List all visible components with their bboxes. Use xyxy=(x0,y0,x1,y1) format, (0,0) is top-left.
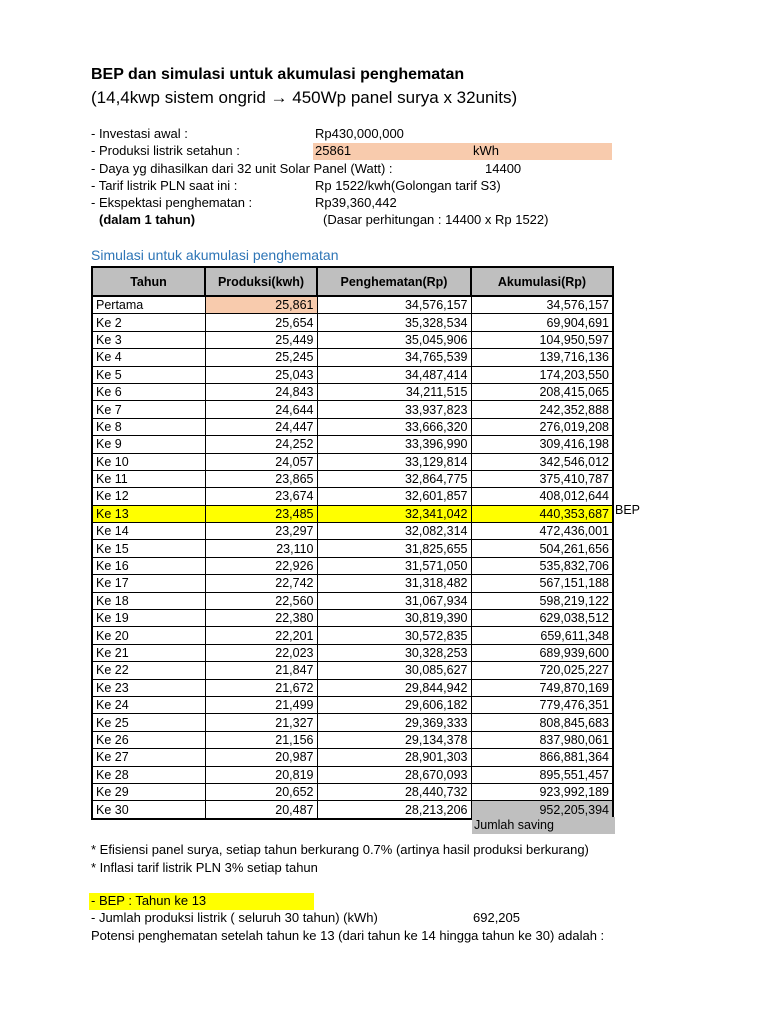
cell-penghematan: 31,571,050 xyxy=(317,557,471,574)
cell-produksi: 23,485 xyxy=(205,505,317,522)
cell-akumulasi: 69,904,691 xyxy=(471,314,613,331)
cell-produksi: 23,110 xyxy=(205,540,317,557)
cell-tahun: Ke 14 xyxy=(92,523,205,540)
cell-produksi: 22,560 xyxy=(205,592,317,609)
cell-tahun: Ke 25 xyxy=(92,714,205,731)
cell-tahun: Ke 24 xyxy=(92,696,205,713)
cell-produksi: 23,865 xyxy=(205,470,317,487)
cell-akumulasi: 208,415,065 xyxy=(471,383,613,400)
cell-produksi: 21,499 xyxy=(205,696,317,713)
cell-tahun: Ke 27 xyxy=(92,749,205,766)
potensi-text: Potensi penghematan setelah tahun ke 13 (dari tahun ke 14 hingga tahun ke 30) adalah : xyxy=(91,928,605,943)
cell-penghematan: 28,213,206 xyxy=(317,801,471,819)
cell-penghematan: 28,440,732 xyxy=(317,783,471,800)
cell-produksi: 25,043 xyxy=(205,366,317,383)
cell-tahun: Ke 19 xyxy=(92,610,205,627)
cell-produksi: 25,861 xyxy=(205,296,317,314)
cell-tahun: Ke 11 xyxy=(92,470,205,487)
table-row xyxy=(92,383,613,400)
cell-akumulasi: 139,716,136 xyxy=(471,349,613,366)
cell-produksi: 22,742 xyxy=(205,575,317,592)
cell-penghematan: 31,825,655 xyxy=(317,540,471,557)
cell-tahun: Ke 13 xyxy=(92,505,205,522)
cell-produksi: 21,847 xyxy=(205,662,317,679)
produksi-label: - Produksi listrik setahun : xyxy=(91,143,240,158)
table-row xyxy=(92,627,613,644)
table-row xyxy=(92,644,613,661)
cell-akumulasi: 659,611,348 xyxy=(471,627,613,644)
cell-tahun: Ke 29 xyxy=(92,783,205,800)
cell-produksi: 21,327 xyxy=(205,714,317,731)
cell-tahun: Ke 10 xyxy=(92,453,205,470)
table-row xyxy=(92,662,613,679)
table-row xyxy=(92,401,613,418)
cell-penghematan: 34,487,414 xyxy=(317,366,471,383)
cell-akumulasi: 779,476,351 xyxy=(471,696,613,713)
tarif-value: Rp 1522/kwh(Golongan tarif S3) xyxy=(315,178,501,193)
note-inflasi: * Inflasi tarif listrik PLN 3% setiap tahun xyxy=(91,860,318,875)
cell-tahun: Pertama xyxy=(92,296,205,314)
cell-produksi: 24,057 xyxy=(205,453,317,470)
table-row xyxy=(92,696,613,713)
bep-summary: - BEP : Tahun ke 13 xyxy=(91,893,207,908)
table-row xyxy=(92,610,613,627)
cell-tahun: Ke 12 xyxy=(92,488,205,505)
cell-penghematan: 28,901,303 xyxy=(317,749,471,766)
bep-marker: BEP xyxy=(615,503,641,517)
cell-tahun: Ke 7 xyxy=(92,401,205,418)
daya-value: 14400 xyxy=(485,161,522,176)
cell-akumulasi: 276,019,208 xyxy=(471,418,613,435)
cell-akumulasi: 629,038,512 xyxy=(471,610,613,627)
note-efisiensi: * Efisiensi panel surya, setiap tahun berkurang 0.7% (artinya hasil produksi berkurang) xyxy=(91,842,589,857)
table-header-row xyxy=(92,267,613,296)
cell-akumulasi: 472,436,001 xyxy=(471,523,613,540)
cell-akumulasi: 309,416,198 xyxy=(471,436,613,453)
cell-akumulasi: 242,352,888 xyxy=(471,401,613,418)
cell-tahun: Ke 26 xyxy=(92,731,205,748)
jumlah-produksi-value: 692,205 xyxy=(473,910,520,925)
cell-produksi: 24,843 xyxy=(205,383,317,400)
page-subtitle: (14,4kwp sistem ongrid → 450Wp panel surya x 32units) xyxy=(91,88,518,107)
cell-produksi: 22,023 xyxy=(205,644,317,661)
cell-penghematan: 33,396,990 xyxy=(317,436,471,453)
cell-penghematan: 30,085,627 xyxy=(317,662,471,679)
cell-penghematan: 29,369,333 xyxy=(317,714,471,731)
produksi-highlight xyxy=(313,143,612,160)
cell-tahun: Ke 30 xyxy=(92,801,205,819)
cell-tahun: Ke 2 xyxy=(92,314,205,331)
jumlah-produksi-label: - Jumlah produksi listrik ( seluruh 30 tahun) (kWh) xyxy=(91,910,378,925)
table-row xyxy=(92,592,613,609)
cell-akumulasi: 342,546,012 xyxy=(471,453,613,470)
cell-akumulasi: 535,832,706 xyxy=(471,557,613,574)
table-row xyxy=(92,296,613,314)
cell-akumulasi: 567,151,188 xyxy=(471,575,613,592)
cell-akumulasi: 808,845,683 xyxy=(471,714,613,731)
cell-produksi: 24,644 xyxy=(205,401,317,418)
cell-tahun: Ke 3 xyxy=(92,331,205,348)
cell-akumulasi: 408,012,644 xyxy=(471,488,613,505)
cell-produksi: 20,819 xyxy=(205,766,317,783)
cell-tahun: Ke 22 xyxy=(92,662,205,679)
cell-produksi: 22,380 xyxy=(205,610,317,627)
table-row xyxy=(92,679,613,696)
cell-akumulasi: 749,870,169 xyxy=(471,679,613,696)
table-row xyxy=(92,314,613,331)
cell-penghematan: 29,844,942 xyxy=(317,679,471,696)
investasi-value: Rp430,000,000 xyxy=(315,126,404,141)
cell-produksi: 23,297 xyxy=(205,523,317,540)
cell-penghematan: 29,134,378 xyxy=(317,731,471,748)
ekspektasi-value: Rp39,360,442 xyxy=(315,195,397,210)
cell-akumulasi: 952,205,394 xyxy=(471,801,613,819)
cell-penghematan: 35,328,534 xyxy=(317,314,471,331)
table-row xyxy=(92,557,613,574)
cell-produksi: 25,449 xyxy=(205,331,317,348)
cell-akumulasi: 174,203,550 xyxy=(471,366,613,383)
table-row xyxy=(92,470,613,487)
cell-akumulasi: 375,410,787 xyxy=(471,470,613,487)
cell-akumulasi: 598,219,122 xyxy=(471,592,613,609)
simulasi-title: Simulasi untuk akumulasi penghematan xyxy=(91,247,339,263)
cell-akumulasi: 923,992,189 xyxy=(471,783,613,800)
cell-tahun: Ke 16 xyxy=(92,557,205,574)
table-row xyxy=(92,349,613,366)
table-row xyxy=(92,488,613,505)
dasar-note: (Dasar perhitungan : 14400 x Rp 1522) xyxy=(323,212,549,227)
table-row xyxy=(92,575,613,592)
cell-penghematan: 32,864,775 xyxy=(317,470,471,487)
cell-penghematan: 30,328,253 xyxy=(317,644,471,661)
table-row xyxy=(92,523,613,540)
table-row xyxy=(92,766,613,783)
cell-akumulasi: 104,950,597 xyxy=(471,331,613,348)
cell-akumulasi: 440,353,687 xyxy=(471,505,613,522)
cell-tahun: Ke 23 xyxy=(92,679,205,696)
cell-produksi: 25,245 xyxy=(205,349,317,366)
cell-tahun: Ke 9 xyxy=(92,436,205,453)
cell-tahun: Ke 8 xyxy=(92,418,205,435)
table-row xyxy=(92,505,613,522)
daya-label: - Daya yg dihasilkan dari 32 unit Solar Panel (Watt) : xyxy=(91,161,393,176)
cell-tahun: Ke 18 xyxy=(92,592,205,609)
cell-tahun: Ke 4 xyxy=(92,349,205,366)
cell-akumulasi: 895,551,457 xyxy=(471,766,613,783)
table-row xyxy=(92,436,613,453)
cell-produksi: 24,252 xyxy=(205,436,317,453)
cell-akumulasi: 689,939,600 xyxy=(471,644,613,661)
cell-penghematan: 31,318,482 xyxy=(317,575,471,592)
cell-tahun: Ke 21 xyxy=(92,644,205,661)
cell-produksi: 22,926 xyxy=(205,557,317,574)
page-title: BEP dan simulasi untuk akumulasi penghematan xyxy=(91,66,465,83)
table-row xyxy=(92,540,613,557)
cell-produksi: 20,487 xyxy=(205,801,317,819)
cell-penghematan: 32,341,042 xyxy=(317,505,471,522)
cell-penghematan: 34,765,539 xyxy=(317,349,471,366)
cell-tahun: Ke 15 xyxy=(92,540,205,557)
cell-penghematan: 30,572,835 xyxy=(317,627,471,644)
cell-produksi: 25,654 xyxy=(205,314,317,331)
header-penghematan: Penghematan(Rp) xyxy=(317,267,471,296)
cell-produksi: 24,447 xyxy=(205,418,317,435)
saving-label: Jumlah saving xyxy=(472,817,615,834)
simulation-table xyxy=(91,266,614,820)
table-row xyxy=(92,749,613,766)
cell-penghematan: 33,129,814 xyxy=(317,453,471,470)
cell-akumulasi: 866,881,364 xyxy=(471,749,613,766)
cell-akumulasi: 720,025,227 xyxy=(471,662,613,679)
table-row xyxy=(92,714,613,731)
header-akumulasi: Akumulasi(Rp) xyxy=(471,267,613,296)
dalam-label: (dalam 1 tahun) xyxy=(99,212,196,227)
cell-tahun: Ke 28 xyxy=(92,766,205,783)
produksi-unit: kWh xyxy=(473,143,499,158)
header-produksi: Produksi(kwh) xyxy=(205,267,317,296)
investasi-label: - Investasi awal : xyxy=(91,126,188,141)
cell-penghematan: 28,670,093 xyxy=(317,766,471,783)
cell-penghematan: 32,601,857 xyxy=(317,488,471,505)
table-row xyxy=(92,453,613,470)
cell-penghematan: 29,606,182 xyxy=(317,696,471,713)
cell-produksi: 22,201 xyxy=(205,627,317,644)
cell-produksi: 21,156 xyxy=(205,731,317,748)
table-row xyxy=(92,418,613,435)
cell-tahun: Ke 5 xyxy=(92,366,205,383)
cell-penghematan: 31,067,934 xyxy=(317,592,471,609)
tarif-label: - Tarif listrik PLN saat ini : xyxy=(91,178,238,193)
cell-akumulasi: 34,576,157 xyxy=(471,296,613,314)
cell-produksi: 21,672 xyxy=(205,679,317,696)
produksi-value: 25861 xyxy=(315,143,352,158)
cell-produksi: 20,652 xyxy=(205,783,317,800)
cell-penghematan: 30,819,390 xyxy=(317,610,471,627)
cell-produksi: 23,674 xyxy=(205,488,317,505)
cell-penghematan: 35,045,906 xyxy=(317,331,471,348)
table-row xyxy=(92,366,613,383)
cell-penghematan: 33,666,320 xyxy=(317,418,471,435)
cell-penghematan: 33,937,823 xyxy=(317,401,471,418)
cell-tahun: Ke 17 xyxy=(92,575,205,592)
ekspektasi-label: - Ekspektasi penghematan : xyxy=(91,195,253,210)
cell-akumulasi: 504,261,656 xyxy=(471,540,613,557)
cell-tahun: Ke 20 xyxy=(92,627,205,644)
header-tahun: Tahun xyxy=(92,267,205,296)
cell-penghematan: 34,211,515 xyxy=(317,383,471,400)
table-row xyxy=(92,731,613,748)
table-row xyxy=(92,331,613,348)
cell-tahun: Ke 6 xyxy=(92,383,205,400)
cell-penghematan: 32,082,314 xyxy=(317,523,471,540)
cell-produksi: 20,987 xyxy=(205,749,317,766)
table-row xyxy=(92,783,613,800)
cell-penghematan: 34,576,157 xyxy=(317,296,471,314)
cell-akumulasi: 837,980,061 xyxy=(471,731,613,748)
